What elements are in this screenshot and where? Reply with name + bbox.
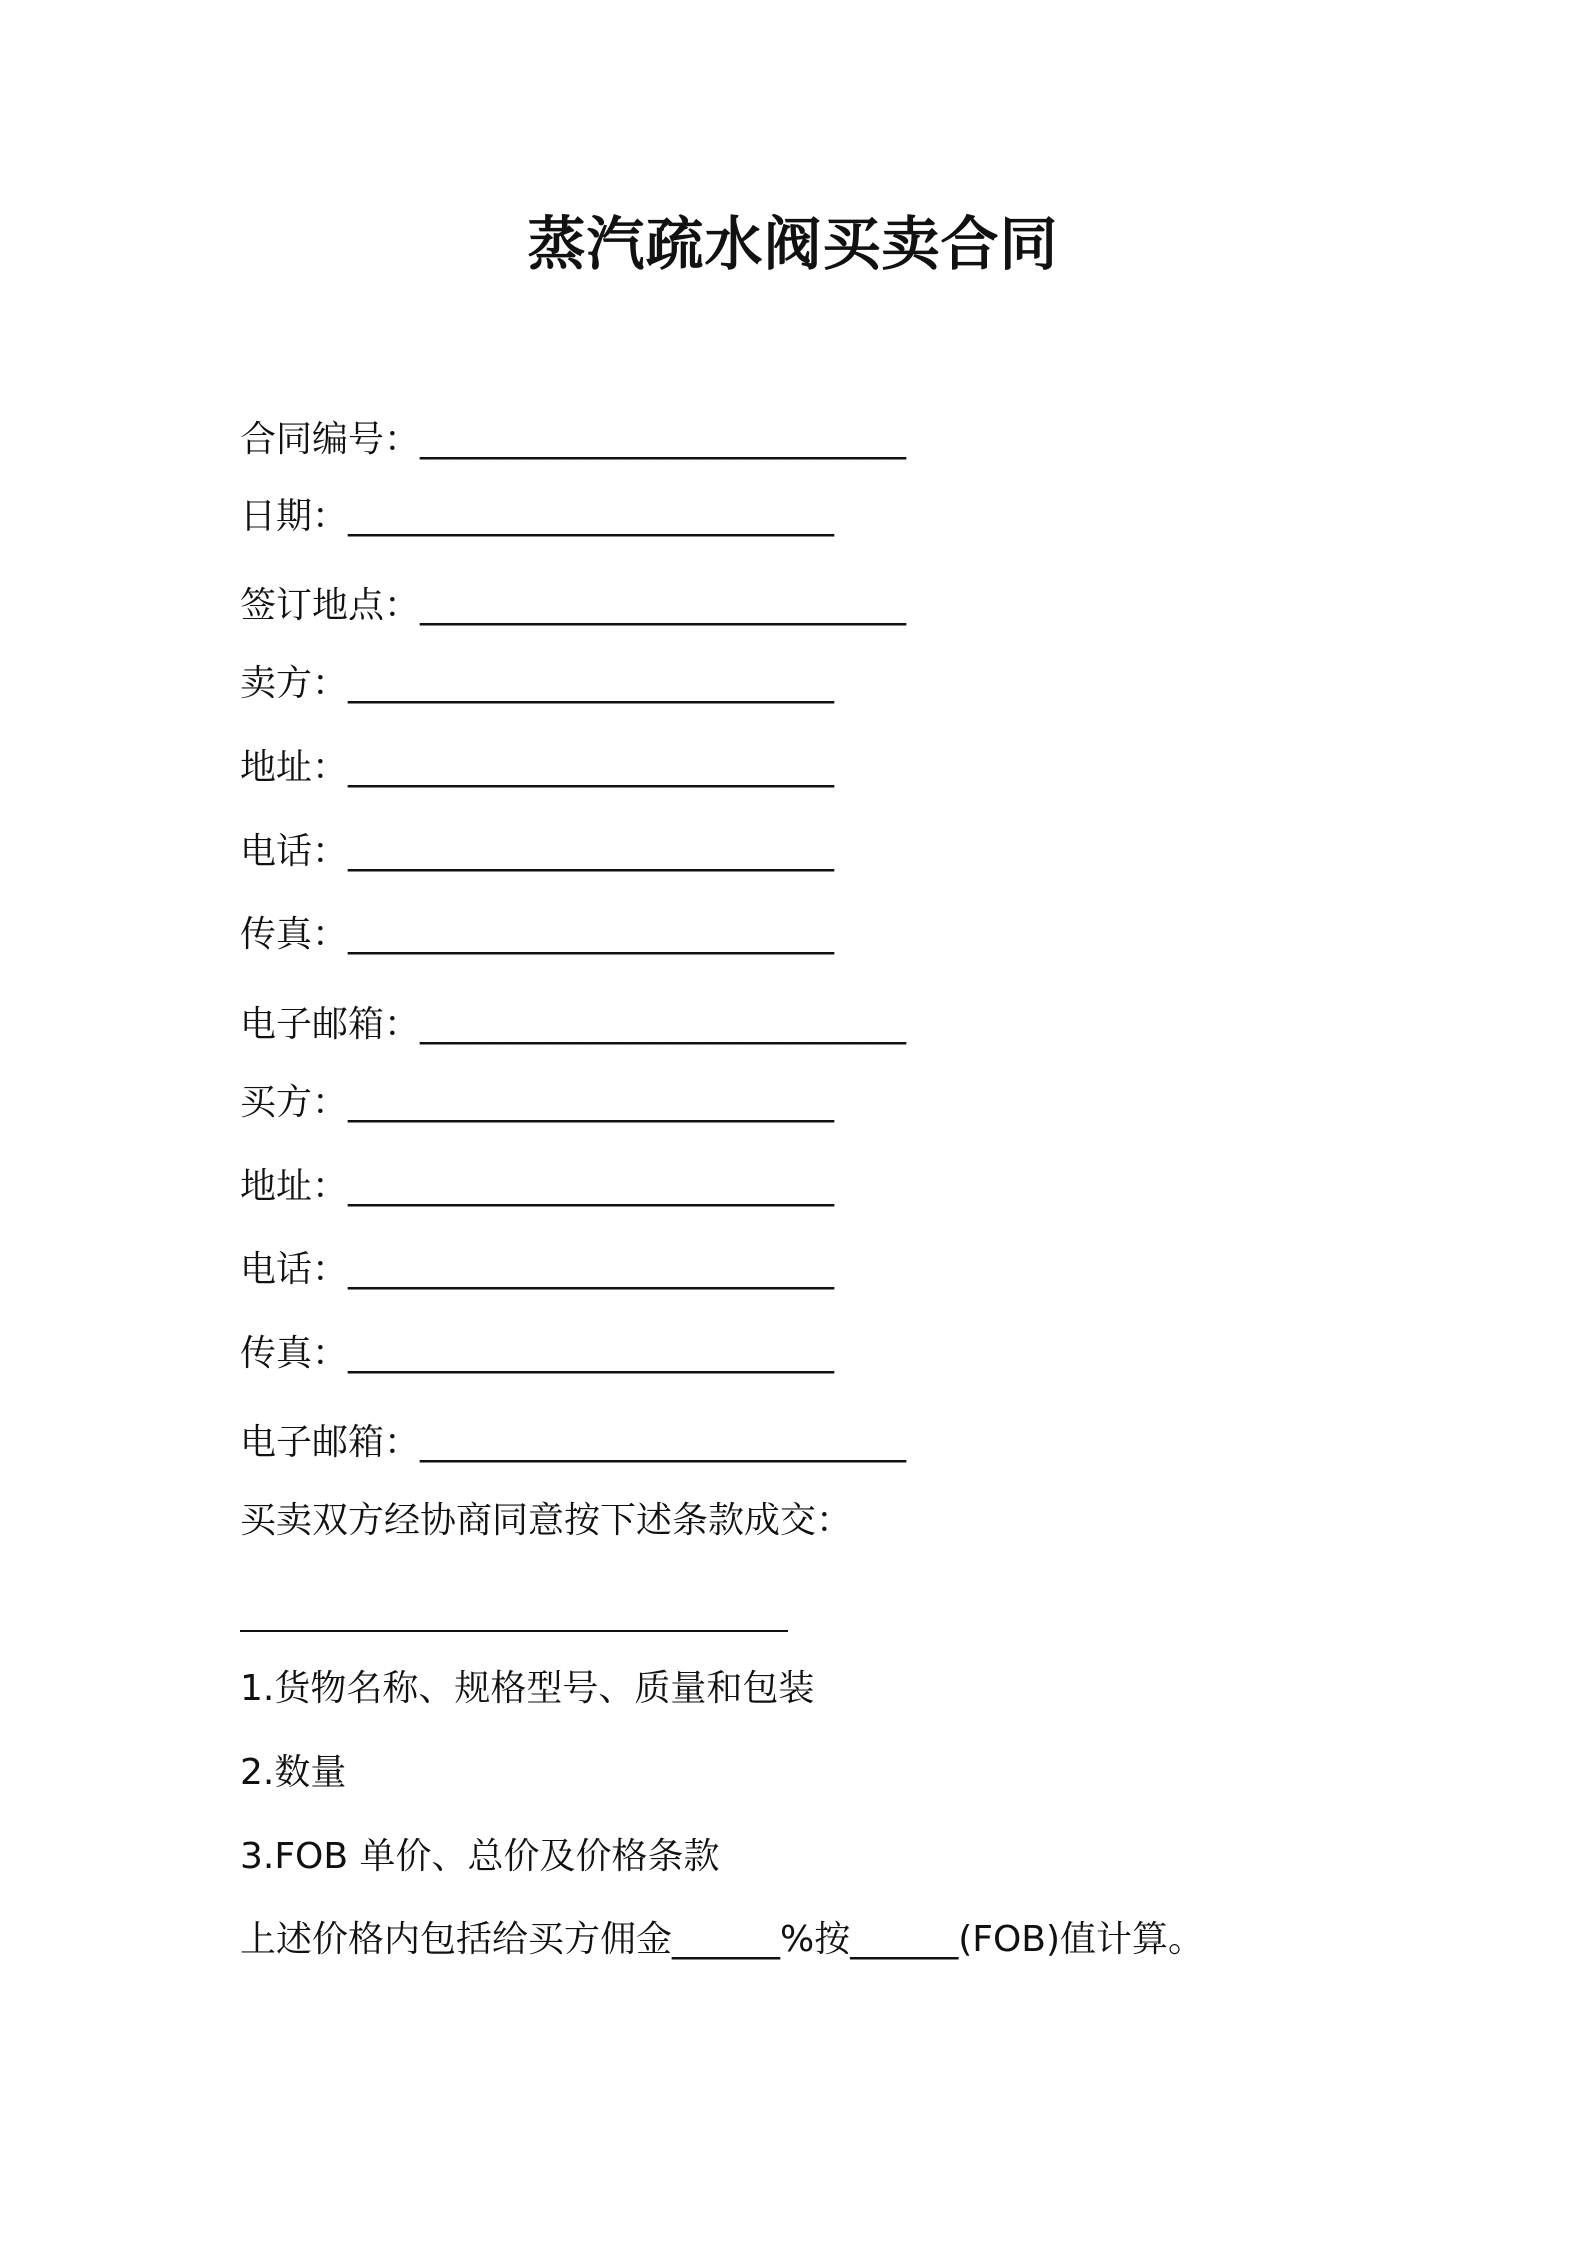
seller-email-field: 电子邮箱：___________________________ [240,1004,907,1045]
clause-fob-price: 3.FOB 单价、总价及价格条款 [240,1836,720,1877]
seller-fax-field: 传真：___________________________ [240,914,835,955]
buyer-field: 买方：___________________________ [240,1082,835,1123]
seller-phone-field: 电话：___________________________ [240,831,835,872]
commission-line: 上述价格内包括给买方佣金______%按______(FOB)值计算。 [240,1919,1205,1960]
date-field: 日期：___________________________ [240,496,835,537]
blank-underline [240,1630,788,1632]
seller-field: 卖方：___________________________ [240,663,835,704]
seller-address-field: 地址：___________________________ [240,747,835,788]
page-title: 蒸汽疏水阀买卖合同 [527,210,1059,278]
agreement-intro: 买卖双方经协商同意按下述条款成交： [240,1500,853,1541]
buyer-fax-field: 传真：___________________________ [240,1333,835,1374]
buyer-email-field: 电子邮箱：___________________________ [240,1422,907,1463]
buyer-address-field: 地址：___________________________ [240,1166,835,1207]
signing-place-field: 签订地点：___________________________ [240,585,907,626]
contract-number-field: 合同编号：___________________________ [240,419,907,460]
clause-goods-specification: 1.货物名称、规格型号、质量和包装 [240,1668,815,1709]
clause-quantity: 2.数量 [240,1752,347,1793]
buyer-phone-field: 电话：___________________________ [240,1249,835,1290]
